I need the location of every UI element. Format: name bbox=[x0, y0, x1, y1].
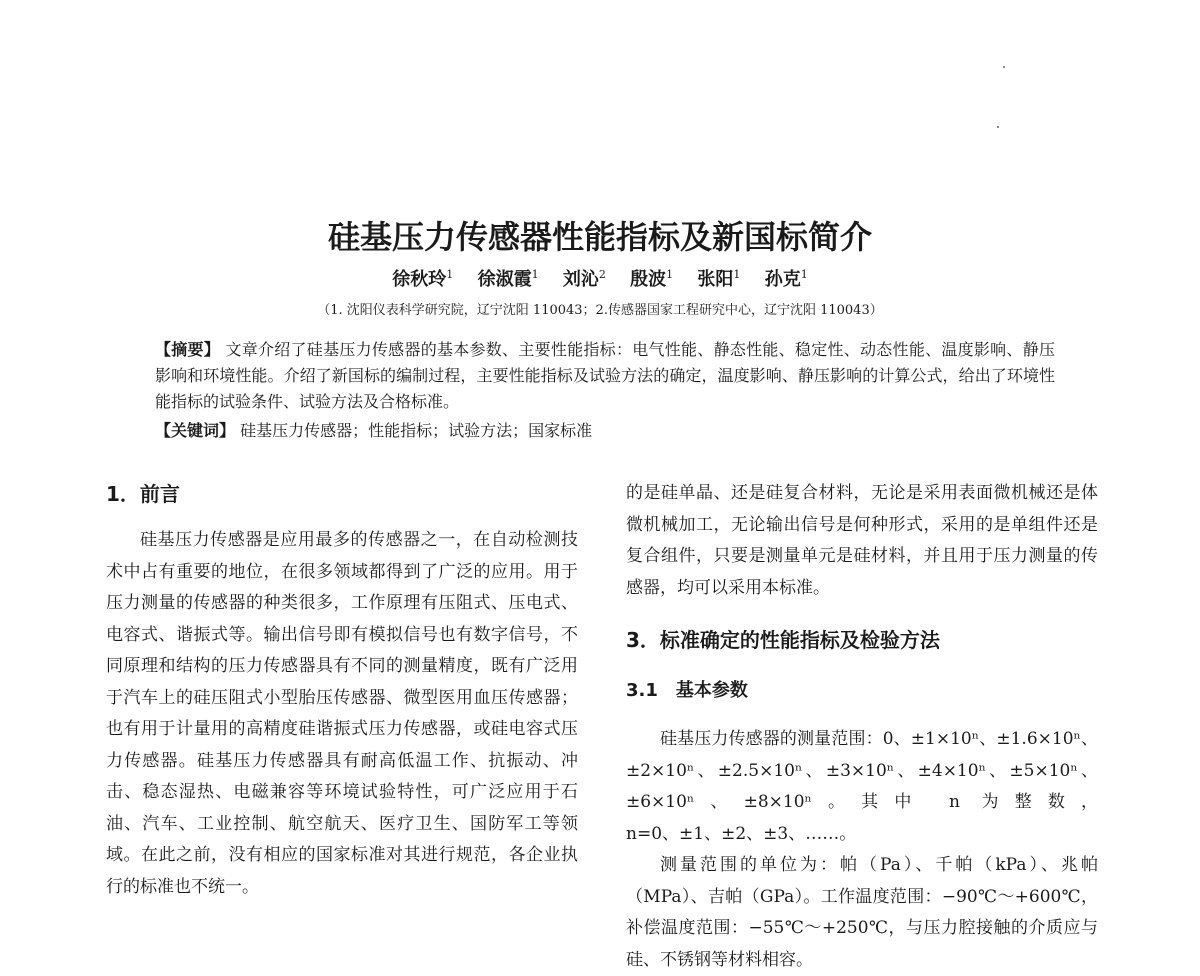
keywords bbox=[155, 418, 1055, 441]
section-heading-intro: 1．前言 bbox=[106, 482, 180, 506]
author-list bbox=[0, 265, 1200, 291]
keywords-text: 硅基压力传感器；性能指标；试验方法；国家标准 bbox=[240, 421, 593, 440]
author: 张阳$^1$ bbox=[697, 268, 741, 290]
author: 殷波$^1$ bbox=[630, 268, 674, 290]
subsection-heading-3-1: 3.1 基本参数 bbox=[626, 680, 748, 701]
affiliation: （1. 沈阳仪表科学研究院，辽宁沈阳 110043；2.传感器国家工程研究中心，辽宁沈阳 110043） bbox=[317, 303, 883, 318]
right-column-continuation bbox=[626, 478, 1098, 604]
scan-speck-1 bbox=[1003, 66, 1005, 68]
unit-paragraph: 测量范围的单位为：帕（Pa）、千帕（kPa）、兆帕（MPa）、吉帕（GPa）。工作温度范围：−90℃～+600℃，补偿温度范围：−55℃～+250℃，与压力腔接触的介质应与硅、不锈钢等材料相容。 bbox=[626, 855, 1098, 970]
author: 刘沁$^2$ bbox=[562, 268, 606, 290]
author: 孙克$^1$ bbox=[764, 268, 808, 290]
intro-paragraph: 硅基压力传感器是应用最多的传感器之一，在自动检测技术中占有重要的地位，在很多领域都得到了广泛的应用。用于压力测量的传感器的种类很多，工作原理有压阻式、压电式、电容式、谐振式等。输出信号即有模拟信号也有数字信号，不同原理和结构的压力传感器具有不同的测量精度，既有广泛用于汽车上的硅压阻式小型胎压传感器、微型医用血压传感器；也有用于计量用的高精度硅谐振式压力传感器，或硅电容式压力传感器。硅基压力传感器具有耐高低温工作、抗振动、冲击、稳态湿热、电磁兼容等环境试验特性，可广泛应用于石油、汽车、工业控制、航空航天、医疗卫生、国防军工等领域。在此之前，没有相应的国家标准对其进行规范，各企业执行的标准也不统一。 bbox=[106, 530, 578, 897]
section-heading-3: 3．标准确定的性能指标及检验方法 bbox=[626, 628, 940, 652]
abstract bbox=[155, 337, 1055, 415]
author: 徐淑霞$^1$ bbox=[477, 268, 539, 290]
left-column bbox=[106, 525, 578, 903]
author: 徐秋玲$^1$ bbox=[392, 268, 454, 290]
keywords-label: 【关键词】 bbox=[155, 421, 236, 440]
abstract-text: 文章介绍了硅基压力传感器的基本参数、主要性能指标：电气性能、静态性能、稳定性、动态性能、温度影响、静压影响和环境性能。介绍了新国标的编制过程，主要性能指标及试验方法的确定，温度影响、静压影响的计算公式，给出了环境性能指标的试验条件、试验方法及合格标准。 bbox=[155, 340, 1055, 411]
scan-speck-2 bbox=[997, 126, 999, 128]
right-column-body bbox=[626, 724, 1098, 976]
range-paragraph: 硅基压力传感器的测量范围：0、±1×10ⁿ、±1.6×10ⁿ、±2×10ⁿ、±2.5×10ⁿ、±3×10ⁿ、±4×10ⁿ、±5×10ⁿ、±6×10ⁿ、±8×10ⁿ。其中 n 为整数，n=0、±1、±2、±3、……。 bbox=[626, 729, 1098, 844]
paper-title: 硅基压力传感器性能指标及新国标简介 bbox=[327, 218, 872, 256]
abstract-label: 【摘要】 bbox=[155, 340, 221, 359]
continuation-paragraph: 的是硅单晶、还是硅复合材料，无论是采用表面微机械还是体微机械加工，无论输出信号是何种形式，采用的是单组件还是复合组件，只要是测量单元是硅材料，并且用于压力测量的传感器，均可以采用本标准。 bbox=[626, 483, 1098, 598]
